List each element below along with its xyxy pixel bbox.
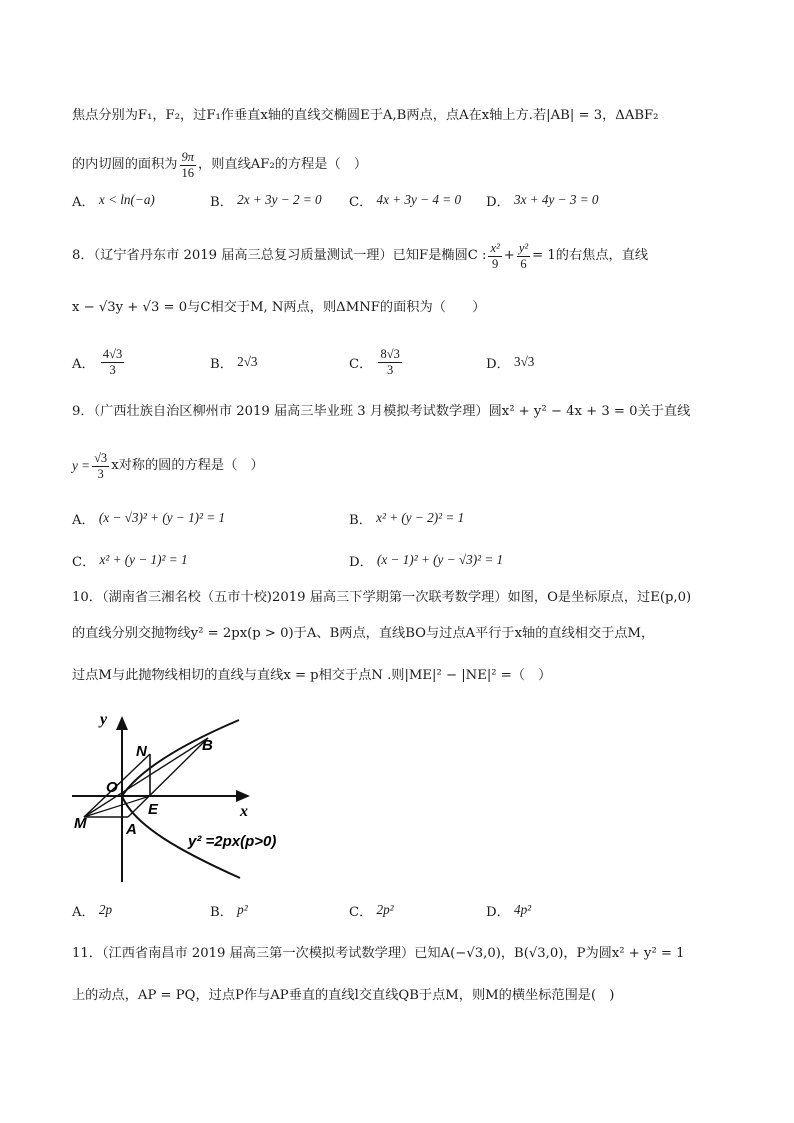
label-b: B [202, 737, 213, 754]
q9-options-row1 [72, 504, 734, 532]
label-n: N [136, 743, 147, 760]
q11-line1: 11．（江西省南昌市 2019 届高三第一次模拟考试数学理）已知A(−√3,0)，B(√3,0)，P为圆x² + y² = 1 [72, 946, 685, 961]
q7-option-b: B． 2x + 3y − 2 = 0 [210, 192, 322, 210]
label-o: O [106, 779, 118, 796]
label-x: x [240, 803, 248, 820]
line-me [84, 796, 150, 817]
q11-line2: 上的动点，AP = PQ，过点P作与AP垂直的直线l交直线QB于点M，则M的横坐标范围是( ) [72, 988, 615, 1003]
q9-option-c: C． x² + (y − 1)² = 1 [72, 552, 188, 570]
curve-equation-label: y² =2px(p>0) [188, 833, 277, 850]
q10-line2: 的直线分别交抛物线y² = 2px(p > 0)于A、B两点，直线BO与过点A平行于x轴的直线相交于点M， [72, 626, 655, 641]
parabola-diagram [72, 706, 312, 886]
label-y: y [100, 711, 108, 728]
label-m: M [74, 815, 87, 832]
q9-option-d: D． (x − 1)² + (y − √3)² = 1 [349, 552, 504, 570]
q8-option-b: B． 2√3 [210, 354, 258, 372]
q8-line2: x − √3y + √3 = 0与C相交于M, N两点，则ΔMNF的面积为（ ） [72, 300, 486, 315]
q10-line3: 过点M与此抛物线相切的直线与直线x = p相交于点N .则|ME|² − |NE|² =（ ） [72, 668, 552, 683]
q7-option-c: C． 4x + 3y − 4 = 0 [349, 192, 462, 210]
q8-fraction-y: $\frac{\text{y²}}{6}$ [518, 241, 529, 271]
q7-options [72, 186, 734, 214]
q8-option-d: D． 3√3 [486, 354, 535, 372]
q9-options-row2 [72, 546, 734, 574]
q7-line1: 焦点分别为F₁，F₂，过F₁作垂直x轴的直线交椭圆E于A,B两点，点A在x轴上方.若|AB| = 3，ΔABF₂ [72, 108, 659, 123]
q9-line1: 9．（广西壮族自治区柳州市 2019 届高三毕业班 3 月模拟考试数学理）圆x² + y² − 4x + 3 = 0关于直线 [72, 404, 691, 419]
q7-line2: 的内切圆的面积为 $\frac{9\pi}{16}$ ，则直线AF₂的方程是（ ） [72, 150, 368, 180]
q8-option-c: C． $\frac{8√3}{3}$ [349, 347, 400, 377]
q10-option-d: D． 4p² [486, 902, 532, 920]
q7-option-d: D． 3x + 4y − 3 = 0 [486, 192, 599, 210]
parabola-figure [72, 706, 312, 886]
q10-option-a: A． 2p [72, 902, 113, 920]
q7-fraction: $\frac{9\pi}{16}$ [181, 150, 195, 180]
q8-line1: 8．（辽宁省丹东市 2019 届高三总复习质量测试一理）已知F是椭圆C : $\frac{\text{x²}}{9}$ + $\frac{\text{y²}}{6}$ = 1的右焦点，直线 [72, 241, 649, 271]
q7-option-a: A． x < ln(−a) [72, 192, 155, 210]
q9-line2: y = $\frac{√3}{3}$ x对称的圆的方程是（ ） [72, 451, 264, 481]
q10-option-b: B． p² [210, 902, 248, 920]
q8-options [72, 344, 734, 380]
q9-option-a: A． (x − √3)² + (y − 1)² = 1 [72, 510, 226, 528]
q9-fraction: $\frac{√3}{3}$ [94, 451, 108, 481]
label-a: A [126, 821, 137, 838]
q8-option-a: A． $\frac{4√3}{3}$ [72, 347, 123, 377]
q10-options [72, 896, 734, 924]
q10-option-c: C． 2p² [349, 902, 394, 920]
q8-fraction-x: $\frac{\text{x²}}{9}$ [490, 241, 500, 271]
q9-option-b: B． x² + (y − 2)² = 1 [349, 510, 465, 528]
q10-line1: 10．（湖南省三湘名校（五市十校)2019 届高三下学期第一次联考数学理）如图，O是坐标原点，过E(p,0) [72, 590, 692, 605]
label-e: E [148, 801, 159, 818]
